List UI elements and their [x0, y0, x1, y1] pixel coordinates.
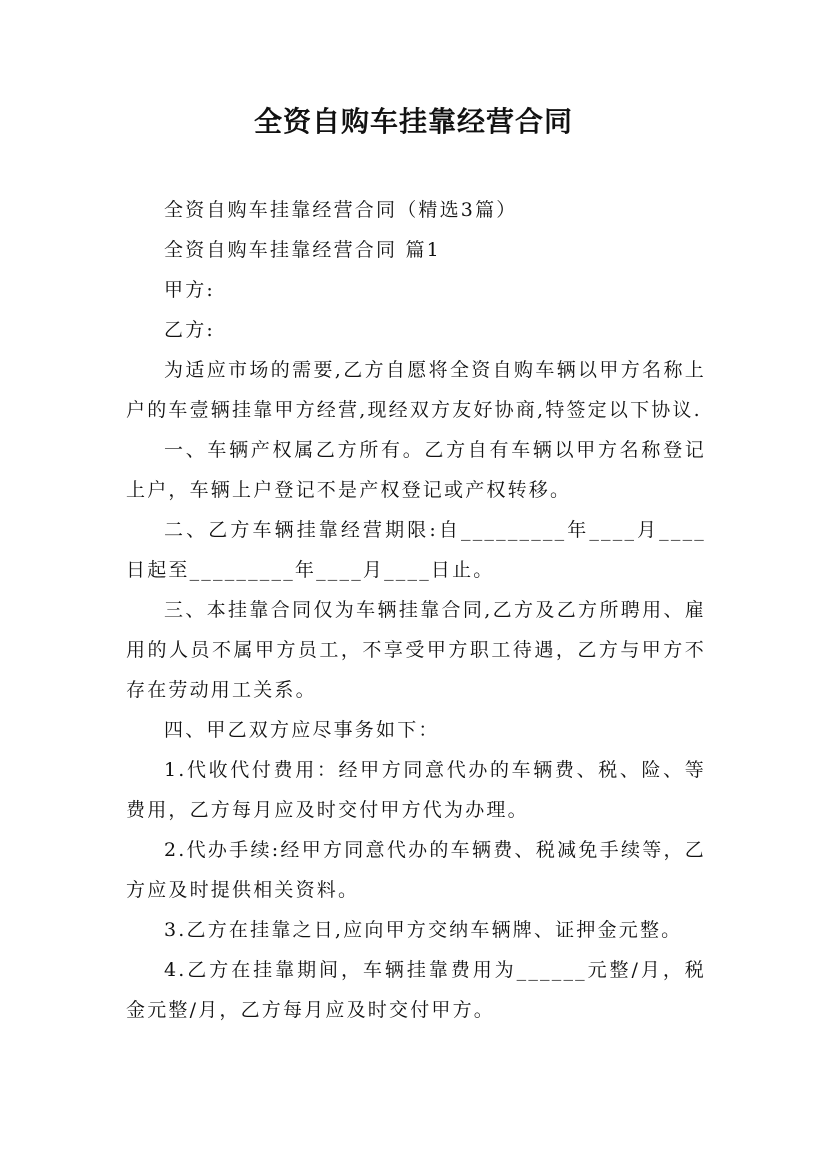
paragraph: 全资自购车挂靠经营合同 篇1: [164, 239, 441, 261]
document-body: [126, 190, 706, 1030]
paragraph: 二、乙方车辆挂靠经营期限:自_________年____月____日起至_________年____月____日止。: [126, 519, 706, 581]
paragraph: 4.乙方在挂靠期间，车辆挂靠费用为______元整/月，税金元整/月，乙方每月应及时交付甲方。: [126, 959, 706, 1021]
paragraph: 三、本挂靠合同仅为车辆挂靠合同,乙方及乙方所聘用、雇用的人员不属甲方员工，不享受甲方职工待遇，乙方与甲方不存在劳动用工关系。: [126, 599, 706, 701]
paragraph: 四、甲乙双方应尽事务如下：: [164, 719, 440, 741]
paragraph: 为适应市场的需要,乙方自愿将全资自购车辆以甲方名称上户的车壹辆挂靠甲方经营,现经双方友好协商,特签定以下协议.: [126, 359, 706, 421]
paragraph: 乙方:: [164, 319, 216, 341]
paragraph: 全资自购车挂靠经营合同（精选3篇）: [164, 199, 518, 221]
paragraph: 2.代办手续:经甲方同意代办的车辆费、税减免手续等，乙方应及时提供相关资料。: [126, 839, 706, 901]
paragraph: 3.乙方在挂靠之日,应向甲方交纳车辆牌、证押金元整。: [164, 919, 683, 941]
paragraph: 一、车辆产权属乙方所有。乙方自有车辆以甲方名称登记上户，车辆上户登记不是产权登记或产权转移。: [126, 439, 706, 501]
paragraph: 甲方:: [164, 279, 216, 301]
document-title: 全资自购车挂靠经营合同: [253, 105, 573, 138]
paragraph: 1.代收代付费用：经甲方同意代办的车辆费、税、险、等费用，乙方每月应及时交付甲方代为办理。: [126, 759, 706, 821]
